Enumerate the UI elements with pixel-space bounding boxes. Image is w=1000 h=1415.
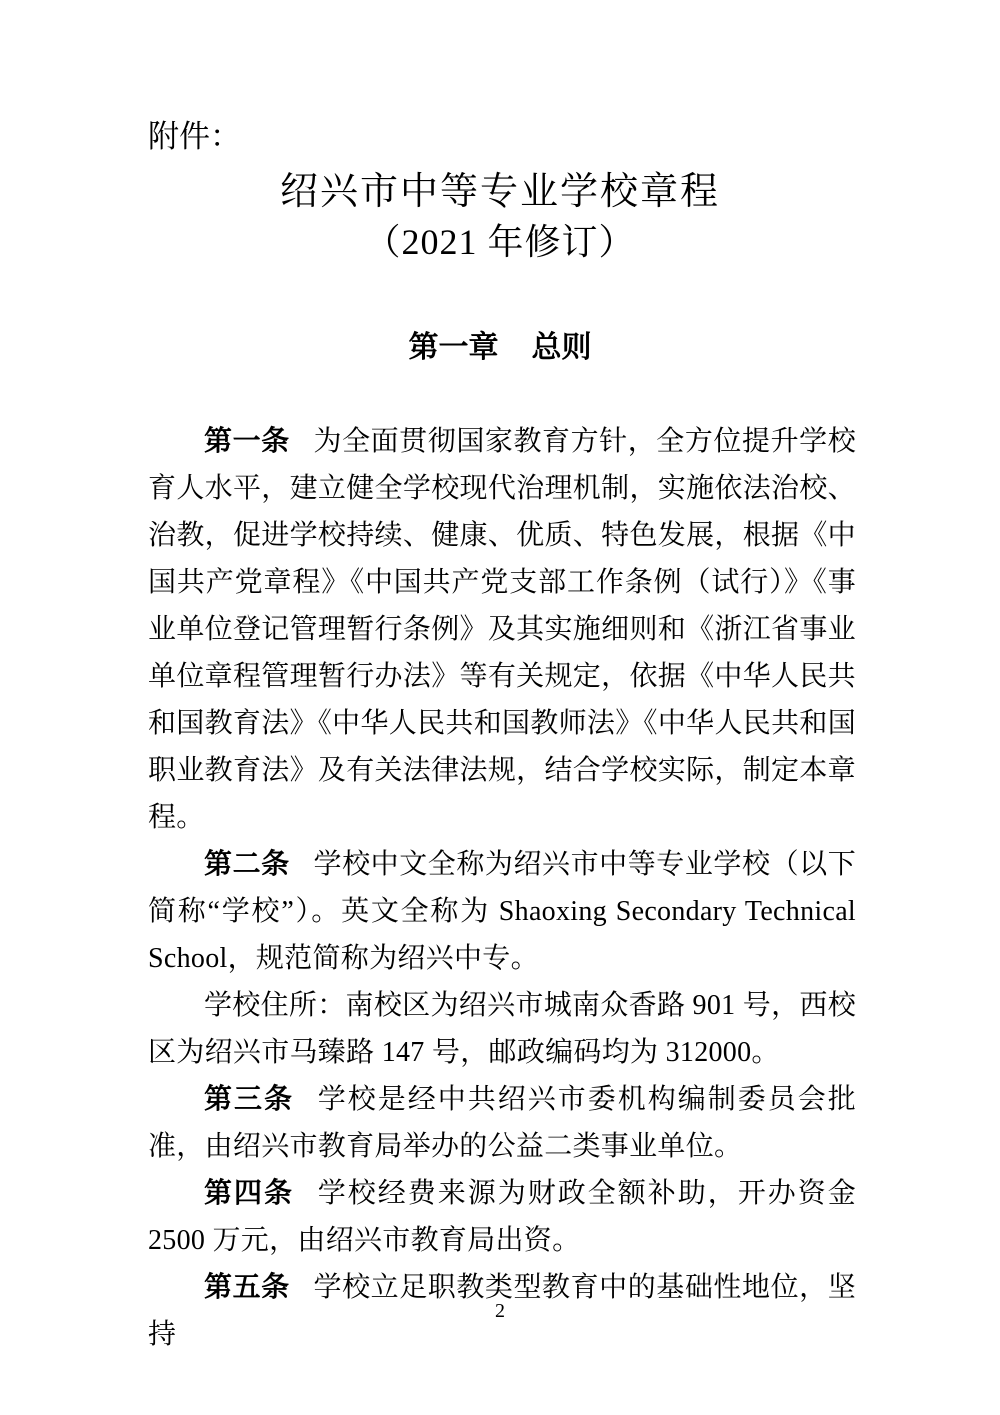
- document-body: [148, 418, 856, 1358]
- page-number: 2: [495, 1300, 505, 1322]
- attachment-label: 附件：: [148, 119, 241, 154]
- paragraph-article-4: [148, 1170, 856, 1264]
- article-1-label: 第一条: [204, 426, 290, 457]
- paragraph-article-3: [148, 1076, 856, 1170]
- article-5-label: 第五条: [204, 1272, 290, 1303]
- paragraph-school-address: [148, 982, 856, 1076]
- article-5-text: 学校立足职教类型教育中的基础性地位，坚持: [148, 1272, 856, 1350]
- article-3-label: 第三条: [204, 1084, 294, 1115]
- chapter-title: 总则: [531, 331, 592, 364]
- article-2-label: 第二条: [204, 849, 290, 880]
- document-title: 绍兴市中等专业学校章程: [279, 171, 720, 213]
- article-1-text: 为全面贯彻国家教育方针，全方位提升学校育人水平，建立健全学校现代治理机制，实施依法治校、治教，促进学校持续、健康、优质、特色发展，根据《中国共产党章程》《中国共产党支部工作条例（试行）》《事业单位登记管理暂行条例》及其实施细则和《浙江省事业单位章程管理暂行办法》等有关规定，依据《中华人民共和国教育法》《中华人民共和国教师法》《中华人民共和国职业教育法》及有关法律法规，结合学校实际，制定本章程。: [148, 426, 856, 833]
- paragraph-article-1: [148, 418, 856, 841]
- chapter-number: 第一章: [408, 331, 499, 364]
- document-subtitle: （2021 年修订）: [364, 222, 636, 262]
- article-2-text: 学校中文全称为绍兴市中等专业学校（以下简称“学校”）。英文全称为 Shaoxing Secondary Technical School，规范简称为绍兴中专。: [148, 849, 856, 974]
- chapter-heading: [0, 331, 1000, 364]
- article-4-text: 学校经费来源为财政全额补助，开办资金 2500 万元，由绍兴市教育局出资。: [148, 1178, 856, 1256]
- paragraph-article-2: [148, 841, 856, 982]
- article-3-text: 学校是经中共绍兴市委机构编制委员会批准，由绍兴市教育局举办的公益二类事业单位。: [148, 1084, 856, 1162]
- article-4-label: 第四条: [204, 1178, 294, 1209]
- school-address-text: 学校住所：南校区为绍兴市城南众香路 901 号，西校区为绍兴市马臻路 147 号，邮政编码均为 312000。: [148, 990, 856, 1068]
